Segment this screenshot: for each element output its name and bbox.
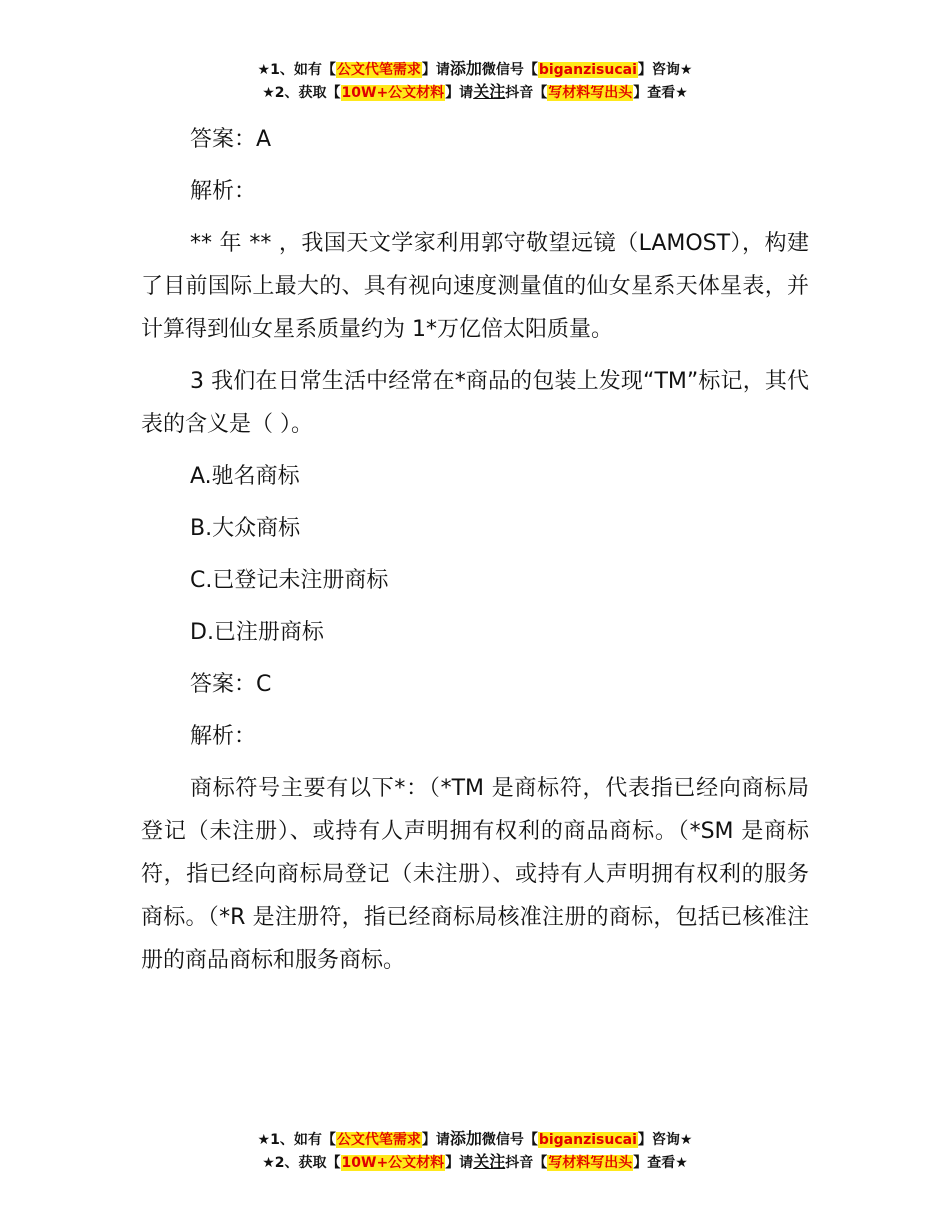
- option-a: A.驰名商标: [190, 464, 300, 489]
- banner-line-2: [0, 1151, 950, 1174]
- banner-highlight: 写材料写出头: [548, 1155, 633, 1171]
- option-b: B.大众商标: [190, 516, 301, 541]
- banner-text: 微信号【: [481, 62, 538, 78]
- banner-text: 抖音【: [505, 85, 548, 101]
- answer-line: 答案：C: [190, 672, 272, 697]
- option-c: C.已登记未注册商标: [190, 568, 389, 593]
- banner-emphasis: 关注: [473, 82, 506, 101]
- footer-banner: [0, 1128, 950, 1174]
- banner-highlight: 10W+公文材料: [341, 85, 445, 101]
- analysis-paragraph: 商标符号主要有以下*：（*TM 是商标符，代表指已经向商标局登记（未注册）、或持有人声明拥有权利的商品商标。（*SM 是商标符，指已经向商标局登记（未注册）、或持有人声明拥有权利的服务商标。（*R 是注册符，指已经商标局核准注册的商标，包括已核准注册的商品商标和服务商标。: [141, 776, 809, 973]
- banner-highlight: biganzisucai: [538, 1132, 637, 1148]
- banner-highlight: 写材料写出头: [548, 85, 633, 101]
- banner-text: 微信号【: [481, 1132, 538, 1148]
- analysis-label: 解析：: [190, 179, 257, 204]
- option-d: D.已注册商标: [190, 620, 324, 645]
- banner-line-1: [0, 1128, 950, 1151]
- answer-line: 答案：A: [190, 127, 272, 152]
- banner-emphasis: 添加: [449, 1129, 482, 1148]
- banner-emphasis: 关注: [473, 1152, 506, 1171]
- banner-line-2: [0, 81, 950, 104]
- banner-highlight: biganzisucai: [538, 62, 637, 78]
- analysis-label: 解析：: [190, 724, 257, 749]
- header-banner: [0, 58, 950, 104]
- banner-line-1: [0, 58, 950, 81]
- banner-highlight: 公文代笔需求: [336, 62, 421, 78]
- banner-highlight: 10W+公文材料: [341, 1155, 445, 1171]
- banner-text: 】请: [421, 62, 450, 78]
- analysis-paragraph: ** 年 ** ，我国天文学家利用郭守敬望远镜（LAMOST），构建了目前国际上最大的、具有视向速度测量值的仙女星系天体星表，并计算得到仙女星系质量约为 1*万亿倍太阳质量。: [141, 231, 809, 342]
- banner-text: 】请: [445, 85, 474, 101]
- banner-text: 】查看★: [633, 85, 688, 101]
- banner-text: ★2、获取【: [262, 1155, 341, 1171]
- banner-text: 】咨询★: [637, 1132, 693, 1148]
- banner-text: 】请: [445, 1155, 474, 1171]
- banner-text: 】查看★: [633, 1155, 688, 1171]
- banner-text: 抖音【: [505, 1155, 548, 1171]
- banner-text: 】请: [421, 1132, 450, 1148]
- document-body: [141, 118, 809, 991]
- banner-text: 】咨询★: [637, 62, 693, 78]
- banner-text: ★1、如有【: [257, 62, 336, 78]
- banner-highlight: 公文代笔需求: [336, 1132, 421, 1148]
- banner-emphasis: 添加: [449, 59, 482, 78]
- banner-text: ★1、如有【: [257, 1132, 336, 1148]
- banner-text: ★2、获取【: [262, 85, 341, 101]
- question-stem: 3 我们在日常生活中经常在*商品的包装上发现“TM”标记，其代表的含义是（ ）。: [141, 369, 809, 437]
